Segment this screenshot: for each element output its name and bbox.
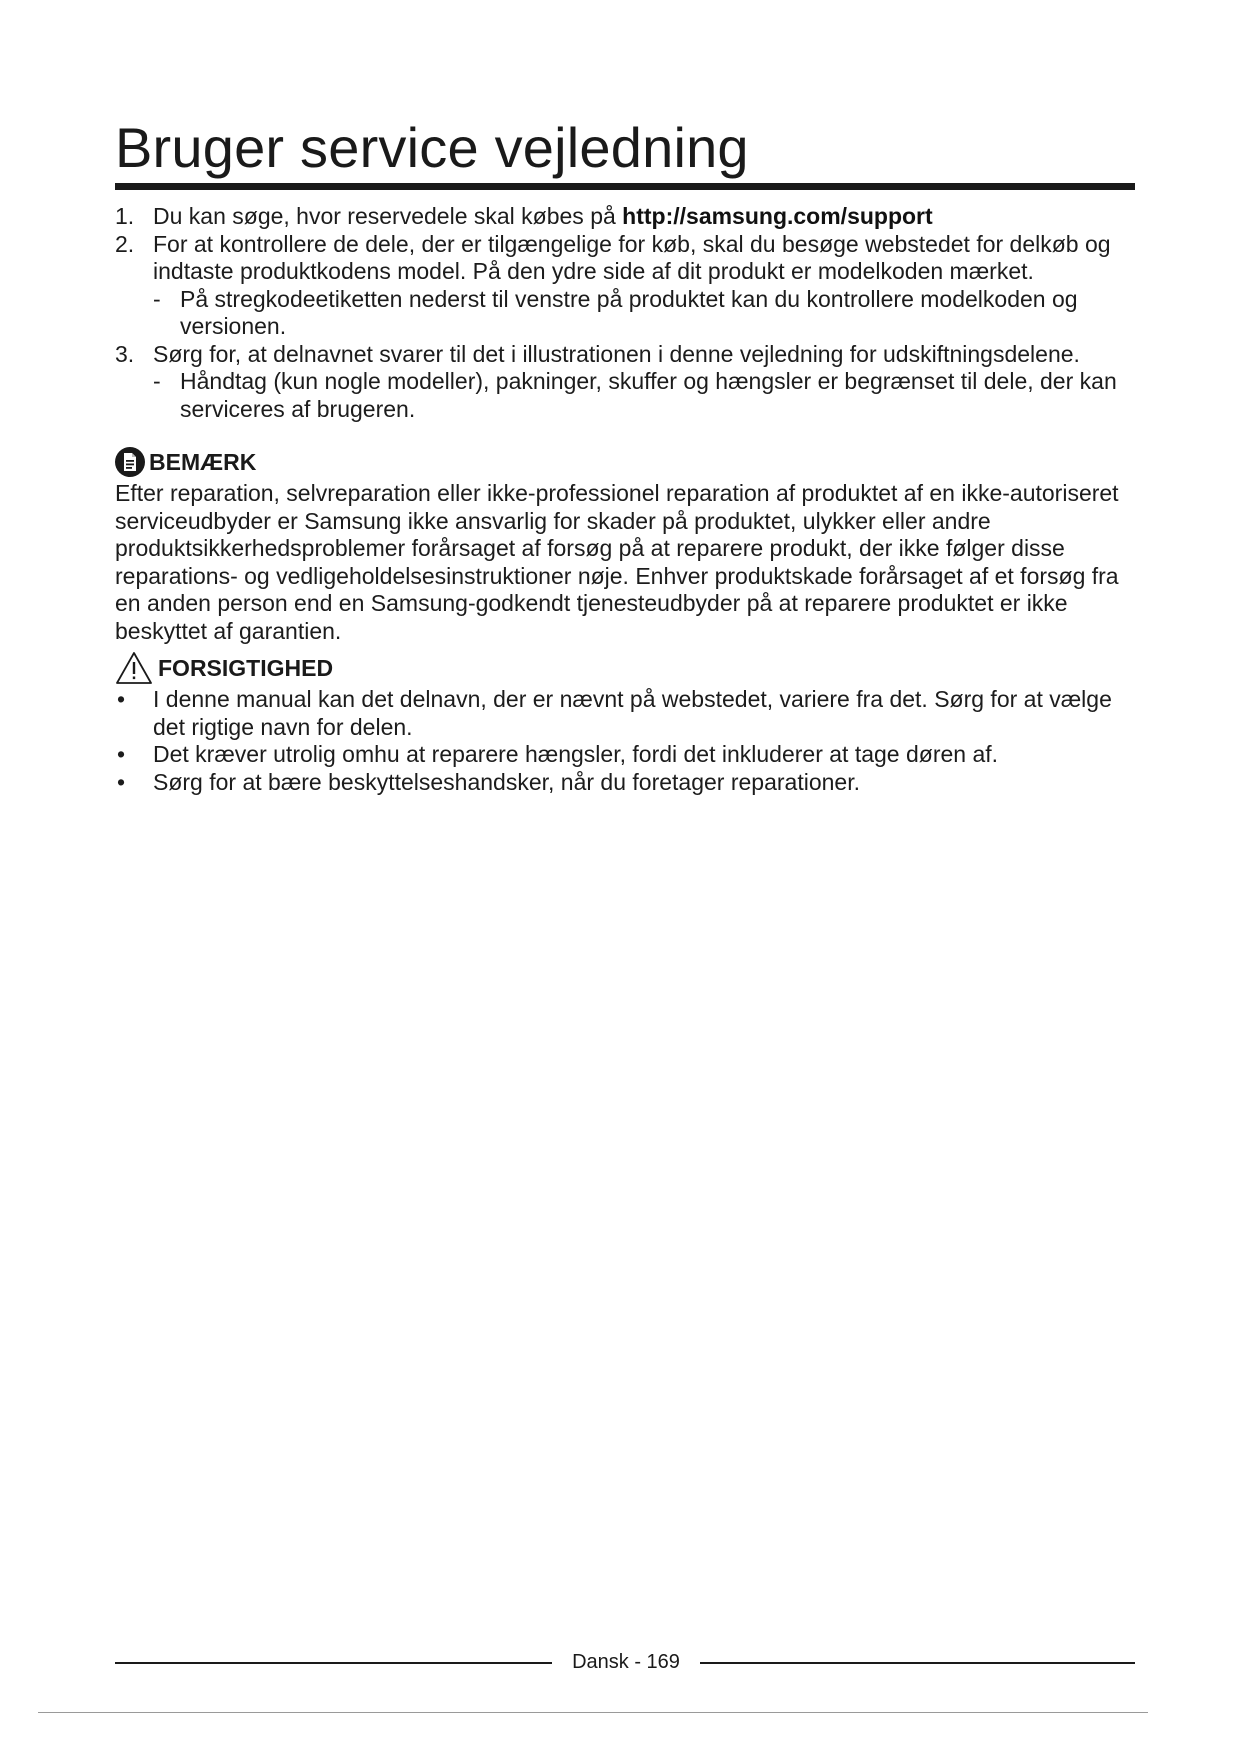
step-subitem [153, 368, 1135, 423]
sub-text: Håndtag (kun nogle modeller), pakninger, skuffer og hængsler er begrænset til dele, der kan serviceres af brugeren. [180, 368, 1117, 422]
step-text: Du kan søge, hvor reservedele skal købes på [153, 203, 623, 229]
caution-item [115, 741, 1135, 769]
note-text: Efter reparation, selvreparation eller ikke-professionel reparation af produktet af en ikke-autoriseret serviceudbyder er Samsung ikke ansvarlig for skader på produktet, ulykker eller andre produktsikkerhedsproblemer forårsaget af forsøg på at reparere produkt, der ikke følger disse reparations- og vedligeholdelsesinstruktioner nøje. Enhver produktskade forårsaget af et forsøg fra en anden person end en Samsung-godkendt tjenesteudbyder på at reparere produktet er ikke beskyttet af garantien. [115, 480, 1119, 644]
sub-text: På stregkodeetiketten nederst til venstre på produktet kan du kontrollere modelkoden og versionen. [180, 285, 1078, 339]
caution-list [115, 686, 1135, 796]
sub-dash: - [153, 285, 161, 312]
footer-rule-left [115, 1662, 552, 1664]
bullet-glyph: • [117, 768, 126, 795]
bullet-glyph: • [117, 686, 126, 712]
step-number: 2. [115, 230, 135, 257]
step-item [115, 231, 1135, 341]
caution-heading [115, 650, 333, 686]
title-rule [115, 183, 1135, 190]
caution-item-text: Det kræver utrolig omhu at reparere hængsler, fordi det inkluderer at tage døren af. [153, 741, 999, 767]
step-number: 3. [115, 340, 135, 367]
caution-item-text: I denne manual kan det delnavn, der er nævnt på webstedet, variere fra det. Sørg for at vælge det rigtige navn for delen. [153, 686, 1112, 740]
page-number: Dansk - 169 [572, 1651, 680, 1673]
caution-item [115, 686, 1135, 741]
bottom-rule [38, 1712, 1148, 1713]
bullet-glyph: • [117, 741, 126, 767]
note-heading [115, 446, 256, 478]
step-item [115, 203, 1135, 231]
sub-dash: - [153, 368, 161, 394]
step-number: 1. [115, 203, 135, 229]
support-link[interactable]: http://samsung.com/support [622, 203, 933, 229]
footer-rule-right [700, 1662, 1135, 1664]
step-text: Sørg for, at delnavnet svarer til det i illustrationen i denne vejledning for udskiftningsdelene. [153, 340, 1080, 367]
caution-item-text: Sørg for at bære beskyttelseshandsker, når du foretager reparationer. [153, 768, 860, 795]
step-item [115, 341, 1135, 424]
note-icon [115, 447, 145, 477]
page-title: Bruger service vejledning [115, 116, 749, 179]
warning-icon [115, 651, 153, 685]
note-label: BEMÆRK [149, 448, 257, 475]
step-text: For at kontrollere de dele, der er tilgængelige for køb, skal du besøge webstedet for delkøb og indtaste produktkodens model. På den ydre side af dit produkt er modelkoden mærket. [153, 230, 1111, 284]
step-subitem [153, 286, 1135, 341]
caution-item [115, 769, 1135, 797]
caution-label: FORSIGTIGHED [158, 654, 334, 681]
steps-list [115, 203, 1135, 423]
